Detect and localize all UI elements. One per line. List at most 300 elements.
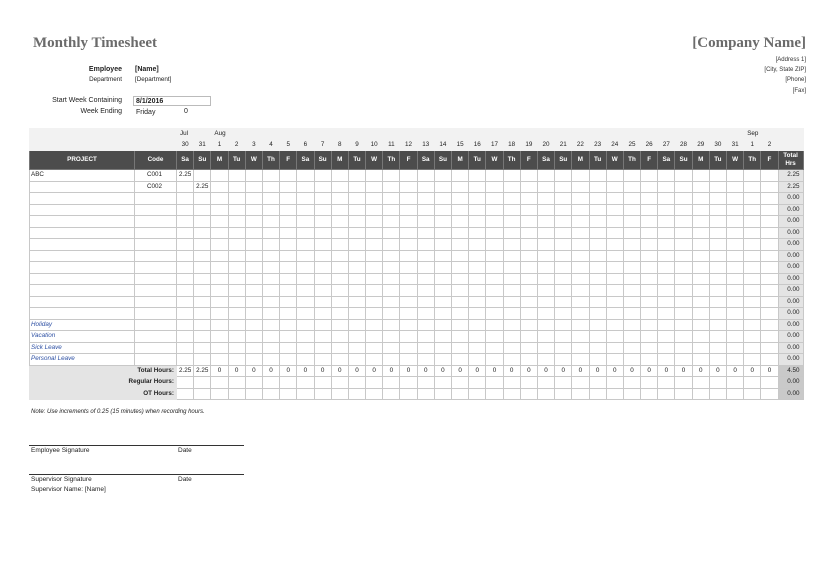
hours-cell[interactable] [297,193,314,205]
hours-cell[interactable] [555,193,572,205]
hours-cell[interactable] [331,250,348,262]
hours-cell[interactable] [417,204,434,216]
hours-cell[interactable] [623,331,640,343]
hours-cell[interactable] [331,181,348,193]
project-cell[interactable] [30,296,135,308]
hours-cell[interactable] [348,296,365,308]
hours-cell[interactable] [297,239,314,251]
hours-cell[interactable] [383,170,400,182]
hours-cell[interactable] [434,285,451,297]
hours-cell[interactable] [314,354,331,366]
hours-cell[interactable] [383,250,400,262]
hours-cell[interactable] [606,342,623,354]
hours-cell[interactable] [537,216,554,228]
hours-cell[interactable] [537,319,554,331]
hours-cell[interactable] [383,216,400,228]
hours-cell[interactable] [469,354,486,366]
hours-cell[interactable] [520,216,537,228]
hours-cell[interactable] [366,285,383,297]
hours-cell[interactable] [503,250,520,262]
hours-cell[interactable] [348,319,365,331]
code-cell[interactable]: C002 [135,181,177,193]
hours-cell[interactable] [503,296,520,308]
hours-cell[interactable] [675,204,692,216]
hours-cell[interactable]: 2.25 [194,181,211,193]
fax-line[interactable]: [Fax] [792,88,806,94]
hours-cell[interactable] [520,250,537,262]
hours-cell[interactable] [658,204,675,216]
hours-cell[interactable] [314,216,331,228]
hours-cell[interactable] [520,170,537,182]
hours-cell[interactable] [623,273,640,285]
hours-cell[interactable] [262,193,279,205]
hours-cell[interactable] [228,262,245,274]
hours-cell[interactable] [228,204,245,216]
hours-cell[interactable] [709,308,726,320]
hours-cell[interactable] [486,204,503,216]
code-cell[interactable] [135,239,177,251]
hours-cell[interactable] [314,331,331,343]
hours-cell[interactable] [177,204,194,216]
hours-cell[interactable] [194,239,211,251]
hours-cell[interactable] [555,308,572,320]
hours-cell[interactable] [348,181,365,193]
hours-cell[interactable] [486,354,503,366]
hours-cell[interactable] [297,216,314,228]
hours-cell[interactable] [452,181,469,193]
hours-cell[interactable] [366,342,383,354]
hours-cell[interactable] [675,331,692,343]
hours-cell[interactable] [761,193,778,205]
hours-cell[interactable] [297,250,314,262]
hours-cell[interactable] [606,331,623,343]
hours-cell[interactable] [331,170,348,182]
hours-cell[interactable] [452,216,469,228]
hours-cell[interactable] [486,227,503,239]
hours-cell[interactable] [469,181,486,193]
hours-cell[interactable] [417,285,434,297]
hours-cell[interactable] [400,181,417,193]
employee-value[interactable]: [Name] [135,66,159,73]
project-cell[interactable] [30,250,135,262]
hours-cell[interactable] [606,250,623,262]
hours-cell[interactable] [641,342,658,354]
hours-cell[interactable] [727,170,744,182]
start-week-input[interactable]: 8/1/2016 [133,96,211,106]
hours-cell[interactable] [348,204,365,216]
hours-cell[interactable] [744,354,761,366]
hours-cell[interactable] [245,285,262,297]
hours-cell[interactable] [434,273,451,285]
hours-cell[interactable] [452,227,469,239]
hours-cell[interactable] [572,285,589,297]
hours-cell[interactable] [228,216,245,228]
hours-cell[interactable] [606,285,623,297]
hours-cell[interactable] [589,331,606,343]
hours-cell[interactable] [692,273,709,285]
hours-cell[interactable] [314,181,331,193]
hours-cell[interactable] [727,181,744,193]
hours-cell[interactable]: 2.25 [177,170,194,182]
hours-cell[interactable] [331,331,348,343]
hours-cell[interactable] [452,331,469,343]
hours-cell[interactable] [280,193,297,205]
hours-cell[interactable] [211,354,228,366]
hours-cell[interactable] [727,204,744,216]
hours-cell[interactable] [348,250,365,262]
project-cell[interactable] [30,285,135,297]
hours-cell[interactable] [623,204,640,216]
hours-cell[interactable] [744,285,761,297]
hours-cell[interactable] [537,239,554,251]
hours-cell[interactable] [761,170,778,182]
hours-cell[interactable] [520,227,537,239]
hours-cell[interactable] [297,285,314,297]
hours-cell[interactable] [727,239,744,251]
hours-cell[interactable] [434,216,451,228]
hours-cell[interactable] [211,331,228,343]
hours-cell[interactable] [177,354,194,366]
project-cell[interactable]: ABC [30,170,135,182]
hours-cell[interactable] [555,204,572,216]
hours-cell[interactable] [486,273,503,285]
code-cell[interactable] [135,262,177,274]
hours-cell[interactable] [331,216,348,228]
hours-cell[interactable] [537,342,554,354]
hours-cell[interactable] [572,296,589,308]
hours-cell[interactable] [280,239,297,251]
address-line-1[interactable]: [Address 1] [775,57,806,63]
hours-cell[interactable] [434,193,451,205]
hours-cell[interactable] [417,227,434,239]
hours-cell[interactable] [211,216,228,228]
hours-cell[interactable] [400,239,417,251]
hours-cell[interactable] [520,193,537,205]
hours-cell[interactable] [245,181,262,193]
hours-cell[interactable] [400,262,417,274]
hours-cell[interactable] [297,342,314,354]
hours-cell[interactable] [452,354,469,366]
hours-cell[interactable] [383,181,400,193]
hours-cell[interactable] [331,308,348,320]
hours-cell[interactable] [469,193,486,205]
hours-cell[interactable] [228,285,245,297]
hours-cell[interactable] [383,204,400,216]
hours-cell[interactable] [503,273,520,285]
hours-cell[interactable] [572,216,589,228]
hours-cell[interactable] [245,319,262,331]
hours-cell[interactable] [211,227,228,239]
hours-cell[interactable] [348,262,365,274]
hours-cell[interactable] [383,239,400,251]
code-cell[interactable]: C001 [135,170,177,182]
hours-cell[interactable] [692,227,709,239]
hours-cell[interactable] [177,216,194,228]
hours-cell[interactable] [434,354,451,366]
hours-cell[interactable] [245,331,262,343]
hours-cell[interactable] [486,239,503,251]
hours-cell[interactable] [692,239,709,251]
hours-cell[interactable] [486,262,503,274]
hours-cell[interactable] [486,216,503,228]
hours-cell[interactable] [314,204,331,216]
hours-cell[interactable] [194,342,211,354]
hours-cell[interactable] [658,216,675,228]
hours-cell[interactable] [606,262,623,274]
hours-cell[interactable] [434,319,451,331]
hours-cell[interactable] [606,181,623,193]
hours-cell[interactable] [469,285,486,297]
hours-cell[interactable] [400,342,417,354]
hours-cell[interactable] [434,239,451,251]
hours-cell[interactable] [692,216,709,228]
hours-cell[interactable] [211,181,228,193]
hours-cell[interactable] [589,250,606,262]
hours-cell[interactable] [761,181,778,193]
hours-cell[interactable] [727,216,744,228]
hours-cell[interactable] [572,342,589,354]
hours-cell[interactable] [641,227,658,239]
hours-cell[interactable] [537,308,554,320]
hours-cell[interactable] [194,170,211,182]
hours-cell[interactable] [727,319,744,331]
hours-cell[interactable] [262,181,279,193]
hours-cell[interactable] [452,250,469,262]
hours-cell[interactable] [623,181,640,193]
hours-cell[interactable] [692,342,709,354]
address-line-2[interactable]: [City, State ZIP] [764,67,806,73]
hours-cell[interactable] [400,296,417,308]
hours-cell[interactable] [211,296,228,308]
hours-cell[interactable] [744,296,761,308]
hours-cell[interactable] [211,342,228,354]
hours-cell[interactable] [383,342,400,354]
hours-cell[interactable] [211,273,228,285]
hours-cell[interactable] [589,308,606,320]
hours-cell[interactable] [572,193,589,205]
hours-cell[interactable] [366,239,383,251]
hours-cell[interactable] [417,331,434,343]
hours-cell[interactable] [417,216,434,228]
hours-cell[interactable] [228,227,245,239]
hours-cell[interactable] [348,273,365,285]
hours-cell[interactable] [280,331,297,343]
hours-cell[interactable] [555,331,572,343]
hours-cell[interactable] [589,319,606,331]
hours-cell[interactable] [572,354,589,366]
hours-cell[interactable] [503,239,520,251]
hours-cell[interactable] [744,262,761,274]
hours-cell[interactable] [417,273,434,285]
hours-cell[interactable] [366,204,383,216]
hours-cell[interactable] [262,319,279,331]
hours-cell[interactable] [280,354,297,366]
hours-cell[interactable] [245,227,262,239]
hours-cell[interactable] [623,342,640,354]
hours-cell[interactable] [537,227,554,239]
hours-cell[interactable] [761,296,778,308]
project-cell[interactable] [30,308,135,320]
hours-cell[interactable] [572,273,589,285]
hours-cell[interactable] [452,193,469,205]
hours-cell[interactable] [262,216,279,228]
hours-cell[interactable] [194,193,211,205]
hours-cell[interactable] [348,308,365,320]
hours-cell[interactable] [709,227,726,239]
hours-cell[interactable] [744,204,761,216]
hours-cell[interactable] [314,319,331,331]
hours-cell[interactable] [520,319,537,331]
hours-cell[interactable] [727,331,744,343]
hours-cell[interactable] [727,308,744,320]
hours-cell[interactable] [262,354,279,366]
hours-cell[interactable] [744,273,761,285]
hours-cell[interactable] [314,193,331,205]
hours-cell[interactable] [331,354,348,366]
hours-cell[interactable] [589,216,606,228]
hours-cell[interactable] [709,250,726,262]
hours-cell[interactable] [589,354,606,366]
hours-cell[interactable] [331,285,348,297]
hours-cell[interactable] [623,354,640,366]
hours-cell[interactable] [452,319,469,331]
hours-cell[interactable] [658,170,675,182]
hours-cell[interactable] [366,250,383,262]
hours-cell[interactable] [245,308,262,320]
hours-cell[interactable] [262,204,279,216]
hours-cell[interactable] [452,239,469,251]
hours-cell[interactable] [228,181,245,193]
hours-cell[interactable] [228,239,245,251]
hours-cell[interactable] [503,193,520,205]
hours-cell[interactable] [692,319,709,331]
hours-cell[interactable] [366,354,383,366]
hours-cell[interactable] [709,354,726,366]
hours-cell[interactable] [211,250,228,262]
hours-cell[interactable] [314,262,331,274]
hours-cell[interactable] [469,319,486,331]
hours-cell[interactable] [572,250,589,262]
hours-cell[interactable] [348,285,365,297]
hours-cell[interactable] [314,296,331,308]
hours-cell[interactable] [692,262,709,274]
hours-cell[interactable] [331,227,348,239]
hours-cell[interactable] [469,262,486,274]
hours-cell[interactable] [245,342,262,354]
hours-cell[interactable] [417,181,434,193]
hours-cell[interactable] [383,285,400,297]
hours-cell[interactable] [658,273,675,285]
hours-cell[interactable] [366,193,383,205]
hours-cell[interactable] [623,193,640,205]
hours-cell[interactable] [555,227,572,239]
hours-cell[interactable] [641,285,658,297]
hours-cell[interactable] [469,216,486,228]
hours-cell[interactable] [194,250,211,262]
hours-cell[interactable] [366,227,383,239]
hours-cell[interactable] [761,342,778,354]
hours-cell[interactable] [709,331,726,343]
hours-cell[interactable] [348,342,365,354]
code-cell[interactable] [135,273,177,285]
hours-cell[interactable] [348,227,365,239]
hours-cell[interactable] [400,308,417,320]
hours-cell[interactable] [211,285,228,297]
hours-cell[interactable] [400,285,417,297]
hours-cell[interactable] [761,354,778,366]
hours-cell[interactable] [262,239,279,251]
hours-cell[interactable] [744,239,761,251]
hours-cell[interactable] [348,216,365,228]
hours-cell[interactable] [400,216,417,228]
hours-cell[interactable] [211,319,228,331]
hours-cell[interactable] [434,181,451,193]
hours-cell[interactable] [692,308,709,320]
hours-cell[interactable] [434,170,451,182]
hours-cell[interactable] [709,285,726,297]
hours-cell[interactable] [692,170,709,182]
hours-cell[interactable] [297,331,314,343]
hours-cell[interactable] [623,250,640,262]
hours-cell[interactable] [572,181,589,193]
hours-cell[interactable] [658,319,675,331]
hours-cell[interactable] [177,239,194,251]
hours-cell[interactable] [177,331,194,343]
hours-cell[interactable] [555,250,572,262]
hours-cell[interactable] [727,262,744,274]
hours-cell[interactable] [761,273,778,285]
week-ending-value[interactable]: Friday [133,107,180,117]
hours-cell[interactable] [606,273,623,285]
hours-cell[interactable] [348,170,365,182]
hours-cell[interactable] [211,239,228,251]
hours-cell[interactable] [245,354,262,366]
hours-cell[interactable] [262,308,279,320]
hours-cell[interactable] [520,273,537,285]
hours-cell[interactable] [194,331,211,343]
hours-cell[interactable] [761,262,778,274]
code-cell[interactable] [135,308,177,320]
hours-cell[interactable] [658,250,675,262]
hours-cell[interactable] [606,308,623,320]
hours-cell[interactable] [177,181,194,193]
hours-cell[interactable] [675,354,692,366]
hours-cell[interactable] [503,342,520,354]
project-cell[interactable] [30,239,135,251]
hours-cell[interactable] [589,193,606,205]
hours-cell[interactable] [709,273,726,285]
hours-cell[interactable] [623,262,640,274]
hours-cell[interactable] [280,262,297,274]
hours-cell[interactable] [658,354,675,366]
hours-cell[interactable] [761,308,778,320]
hours-cell[interactable] [177,319,194,331]
hours-cell[interactable] [520,354,537,366]
hours-cell[interactable] [245,216,262,228]
hours-cell[interactable] [280,227,297,239]
hours-cell[interactable] [280,308,297,320]
hours-cell[interactable] [641,354,658,366]
hours-cell[interactable] [675,285,692,297]
hours-cell[interactable] [177,342,194,354]
hours-cell[interactable] [675,227,692,239]
hours-cell[interactable] [675,170,692,182]
hours-cell[interactable] [503,331,520,343]
hours-cell[interactable] [641,170,658,182]
code-cell[interactable] [135,296,177,308]
hours-cell[interactable] [709,193,726,205]
hours-cell[interactable] [486,308,503,320]
